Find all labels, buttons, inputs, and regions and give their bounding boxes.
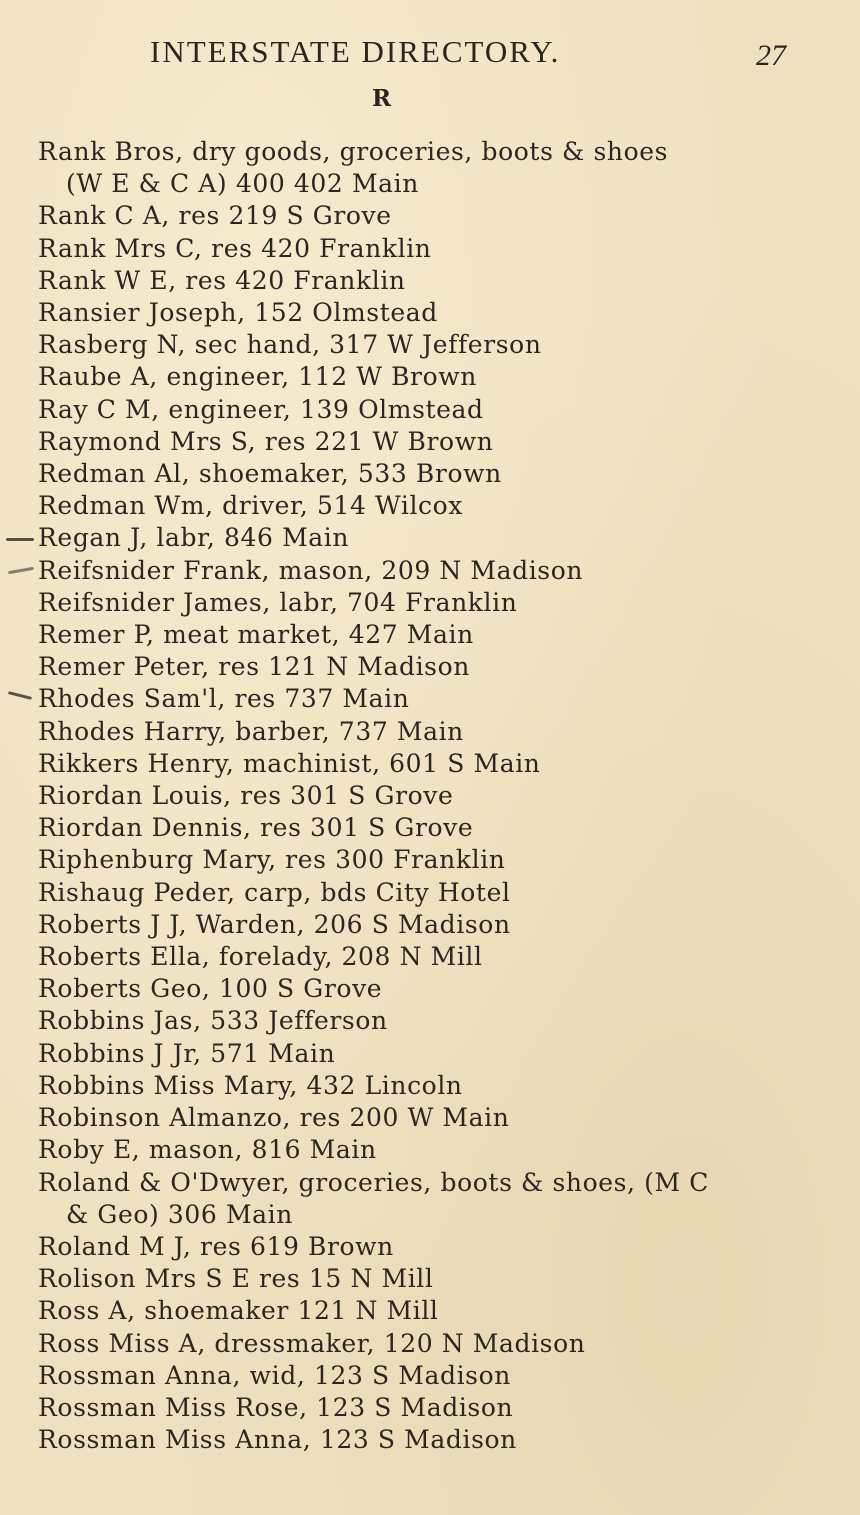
- directory-entry: [38, 136, 828, 200]
- directory-entry: [38, 973, 828, 1005]
- entry-text: Rossman Anna, wid, 123 S Madison: [38, 1360, 511, 1390]
- directory-entry: [38, 200, 828, 232]
- entry-text: Raymond Mrs S, res 221 W Brown: [38, 426, 494, 456]
- directory-entry: [38, 1038, 828, 1070]
- entry-text: Redman Al, shoemaker, 533 Brown: [38, 459, 502, 489]
- directory-entry: [38, 1134, 828, 1166]
- entry-text: Roberts J J, Warden, 206 S Madison: [38, 909, 511, 939]
- directory-entry: [38, 361, 828, 393]
- entry-text: Remer Peter, res 121 N Madison: [38, 652, 470, 682]
- directory-entry: [38, 651, 828, 683]
- directory-entry: [38, 555, 828, 587]
- entry-text: Ray C M, engineer, 139 Olmstead: [38, 394, 484, 424]
- directory-entry: [38, 1070, 828, 1102]
- entry-text: Ross A, shoemaker 121 N Mill: [38, 1296, 439, 1326]
- directory-entry: [38, 941, 828, 973]
- directory-entry: [38, 458, 828, 490]
- entry-text: Riordan Louis, res 301 S Grove: [38, 781, 454, 811]
- directory-entry: [38, 748, 828, 780]
- directory-entry: [38, 683, 828, 715]
- directory-entry: [38, 522, 828, 554]
- entry-text: Ross Miss A, dressmaker, 120 N Madison: [38, 1328, 586, 1358]
- directory-entry: [38, 329, 828, 361]
- directory-entry: [38, 1231, 828, 1263]
- entry-continuation: (W E & C A) 400 402 Main: [66, 169, 419, 199]
- margin-mark: [8, 567, 34, 574]
- entry-text: Regan J, labr, 846 Main: [38, 523, 350, 553]
- section-letter: R: [372, 85, 392, 112]
- entry-text: Roby E, mason, 816 Main: [38, 1135, 377, 1165]
- entry-text: Roland M J, res 619 Brown: [38, 1231, 394, 1261]
- directory-entry: [38, 1167, 828, 1231]
- entry-text: Riordan Dennis, res 301 S Grove: [38, 813, 474, 843]
- directory-entry: [38, 909, 828, 941]
- page-title: INTERSTATE DIRECTORY.: [150, 34, 561, 69]
- entry-text: Rasberg N, sec hand, 317 W Jefferson: [38, 330, 542, 360]
- entry-text: Rank Bros, dry goods, groceries, boots & shoes: [38, 137, 669, 166]
- entry-text: Raube A, engineer, 112 W Brown: [38, 362, 477, 392]
- directory-entry: [38, 587, 828, 619]
- entry-text: Robbins Jas, 533 Jefferson: [38, 1006, 388, 1036]
- entry-text: Rhodes Harry, barber, 737 Main: [38, 716, 464, 746]
- entry-text: Roland & O'Dwyer, groceries, boots & shoes, (M C: [38, 1167, 709, 1197]
- directory-entry: [38, 812, 828, 844]
- entry-text: Reifsnider Frank, mason, 209 N Madison: [38, 555, 584, 585]
- directory-entry: [38, 877, 828, 909]
- entry-text: Rossman Miss Rose, 123 S Madison: [38, 1392, 514, 1422]
- entry-text: Rank Mrs C, res 420 Franklin: [38, 233, 432, 263]
- margin-mark: [8, 691, 32, 700]
- entry-text: Rossman Miss Anna, 123 S Madison: [38, 1425, 517, 1455]
- entry-text: Rishaug Peder, carp, bds City Hotel: [38, 877, 511, 907]
- directory-entry: [38, 619, 828, 651]
- directory-entry: [38, 1424, 828, 1456]
- margin-mark: [6, 538, 34, 541]
- directory-entries: [38, 136, 828, 1456]
- directory-entry: [38, 1392, 828, 1424]
- directory-entry: [38, 233, 828, 265]
- entry-text: Remer P, meat market, 427 Main: [38, 620, 474, 650]
- directory-entry: [38, 265, 828, 297]
- directory-entry: [38, 1328, 828, 1360]
- entry-text: Rolison Mrs S E res 15 N Mill: [38, 1264, 434, 1294]
- entry-text: Rikkers Henry, machinist, 601 S Main: [38, 748, 541, 778]
- directory-entry: [38, 1295, 828, 1327]
- entry-text: Rhodes Sam'l, res 737 Main: [38, 684, 410, 714]
- entry-text: Robbins Miss Mary, 432 Lincoln: [38, 1070, 463, 1100]
- running-head: [0, 30, 860, 74]
- entry-text: Robbins J Jr, 571 Main: [38, 1038, 336, 1068]
- entry-text: Rank C A, res 219 S Grove: [38, 201, 392, 231]
- directory-entry: [38, 426, 828, 458]
- directory-entry: [38, 490, 828, 522]
- directory-entry: [38, 1005, 828, 1037]
- entry-text: Rank W E, res 420 Franklin: [38, 265, 406, 295]
- directory-entry: [38, 297, 828, 329]
- entry-text: Roberts Geo, 100 S Grove: [38, 974, 383, 1004]
- directory-entry: [38, 394, 828, 426]
- entry-continuation: & Geo) 306 Main: [66, 1199, 293, 1229]
- directory-entry: [38, 780, 828, 812]
- page-number: 27: [756, 39, 786, 72]
- directory-entry: [38, 1360, 828, 1392]
- entry-text: Robinson Almanzo, res 200 W Main: [38, 1103, 510, 1133]
- entry-text: Reifsnider James, labr, 704 Franklin: [38, 587, 518, 617]
- directory-entry: [38, 1102, 828, 1134]
- entry-text: Redman Wm, driver, 514 Wilcox: [38, 491, 464, 521]
- entry-text: Riphenburg Mary, res 300 Franklin: [38, 845, 506, 875]
- directory-entry: [38, 1263, 828, 1295]
- directory-entry: [38, 844, 828, 876]
- entry-text: Roberts Ella, forelady, 208 N Mill: [38, 942, 483, 972]
- directory-entry: [38, 716, 828, 748]
- entry-text: Ransier Joseph, 152 Olmstead: [38, 298, 438, 328]
